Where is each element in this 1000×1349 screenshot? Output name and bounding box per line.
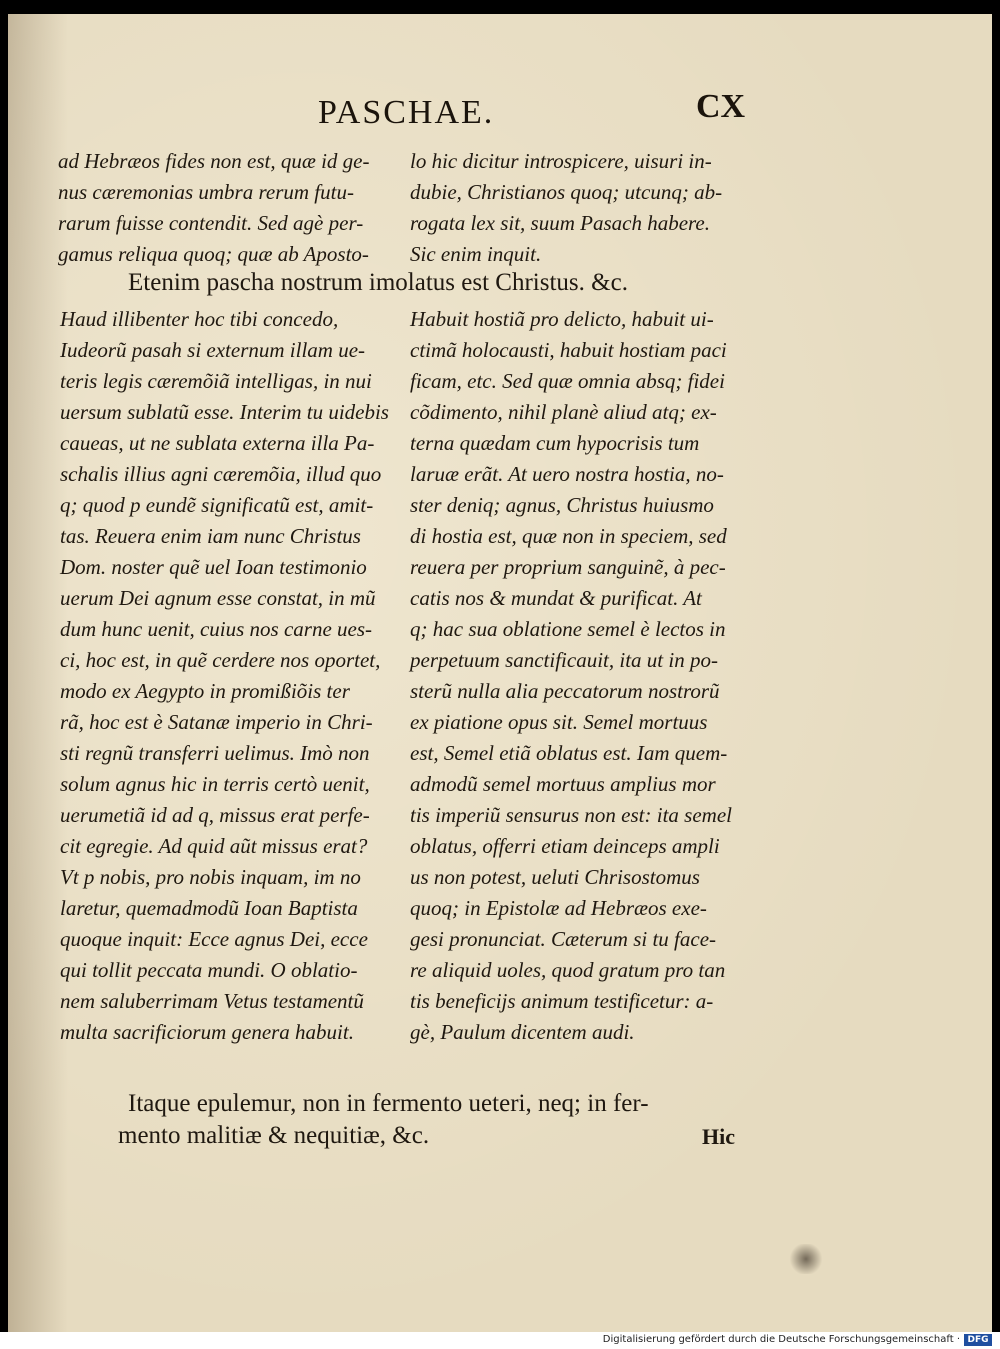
text-line: nem saluberrimam Vetus testamentũ (60, 989, 364, 1013)
dfg-logo-icon: DFG (964, 1334, 992, 1346)
text-line: terna quædam cum hypocrisis tum (410, 431, 700, 455)
right-column-main (410, 304, 770, 1048)
left-column-top (58, 146, 408, 270)
scripture-verse-2: Itaque epulemur, non in fermento ueteri, neq; in fer- (128, 1090, 649, 1117)
text-line: us non potest, ueluti Chrisostomus (410, 865, 700, 889)
text-line: ctimã holocausti, habuit hostiam paci (410, 338, 727, 362)
text-line: sterũ nulla alia peccatorum nostrorũ (410, 679, 720, 703)
text-line: ad Hebræos fides non est, quæ id ge- (58, 149, 370, 173)
text-line: Dom. noster quẽ uel Ioan testimonio (60, 555, 367, 579)
text-line: Haud illibenter hoc tibi concedo, (60, 307, 339, 331)
text-line: teris legis cæremõiã intelligas, in nui (60, 369, 372, 393)
footer-credit: Digitalisierung gefördert durch die Deutsche Forschungsgemeinschaft · (602, 1334, 960, 1345)
ink-smudge (788, 1244, 824, 1274)
text-line: uerum Dei agnum esse constat, in mũ (60, 586, 376, 610)
text-line: caueas, ut ne sublata externa illa Pa- (60, 431, 375, 455)
text-line: quoque inquit: Ecce agnus Dei, ecce (60, 927, 368, 951)
text-line: Sic enim inquit. (410, 242, 542, 266)
scripture-verse-1: Etenim pascha nostrum imolatus est Christus. &c. (128, 269, 628, 296)
text-line: q; hac sua oblatione semel è lectos in (410, 617, 726, 641)
text-line: rã, hoc est è Satanæ imperio in Chri- (60, 710, 373, 734)
text-line: reuera per proprium sanguinẽ, à pec- (410, 555, 726, 579)
folio-number: CX (696, 88, 746, 125)
text-line: schalis illius agni cæremõia, illud quo (60, 462, 382, 486)
text-line: admodũ semel mortuus amplius mor (410, 772, 716, 796)
text-line: est, Semel etiã oblatus est. Iam quem- (410, 741, 728, 765)
text-line: ex piatione opus sit. Semel mortuus (410, 710, 708, 734)
left-column-main (60, 304, 410, 1048)
text-line: tis beneficijs animum testificetur: a- (410, 989, 714, 1013)
text-line: nus cæremonias umbra rerum futu- (58, 180, 354, 204)
running-title: PASCHAE. (318, 94, 495, 131)
text-line: gesi pronunciat. Cæterum si tu face- (410, 927, 717, 951)
text-line: tis imperiũ sensurus non est: ita semel (410, 803, 732, 827)
text-line: rarum fuisse contendit. Sed agè per- (58, 211, 364, 235)
text-line: catis nos & mundat & purificat. At (410, 586, 702, 610)
text-line: lo hic dicitur introspicere, uisuri in- (410, 149, 712, 173)
scripture-verse-3: mento malitiæ & nequitiæ, &c. (118, 1122, 430, 1149)
text-line: Habuit hostiã pro delicto, habuit ui- (410, 307, 714, 331)
text-line: tas. Reuera enim iam nunc Christus (60, 524, 361, 548)
text-line: Iudeorũ pasah si externum illam ue- (60, 338, 366, 362)
text-line: dubie, Christianos quoq; utcunq; ab- (410, 180, 723, 204)
text-line: laretur, quemadmodũ Ioan Baptista (60, 896, 358, 920)
text-line: cit egregie. Ad quid aũt missus erat? (60, 834, 368, 858)
text-line: modo ex Aegypto in promißiõis ter (60, 679, 350, 703)
page-header (8, 88, 992, 134)
text-line: ster deniq; agnus, Christus huiusmo (410, 493, 714, 517)
catchword: Hic (702, 1124, 735, 1149)
text-line: rogata lex sit, suum Pasach habere. (410, 211, 710, 235)
text-line: quoq; in Epistolæ ad Hebræos exe- (410, 896, 707, 920)
book-page (8, 14, 992, 1332)
right-column-top (410, 146, 770, 270)
text-line: sti regnũ transferri uelimus. Imò non (60, 741, 370, 765)
digitization-footer (0, 1332, 1000, 1349)
text-line: ficam, etc. Sed quæ omnia absq; fidei (410, 369, 725, 393)
text-line: uerumetiã id ad q, missus erat perfe- (60, 803, 370, 827)
text-line: solum agnus hic in terris certò uenit, (60, 772, 370, 796)
text-line: gamus reliqua quoq; quæ ab Aposto- (58, 242, 369, 266)
text-line: oblatus, offerri etiam deinceps ampli (410, 834, 720, 858)
text-line: perpetuum sanctificauit, ita ut in po- (410, 648, 718, 672)
text-line: qui tollit peccata mundi. O oblatio- (60, 958, 358, 982)
text-line: multa sacrificiorum genera habuit. (60, 1020, 354, 1044)
text-line: dum hunc uenit, cuius nos carne ues- (60, 617, 373, 641)
text-line: q; quod p eundẽ significatũ est, amit- (60, 493, 374, 517)
text-line: uersum sublatũ esse. Interim tu uidebis (60, 400, 389, 424)
text-line: cõdimento, nihil planè aliud atq; ex- (410, 400, 717, 424)
text-line: ci, hoc est, in quẽ cerdere nos oportet, (60, 648, 381, 672)
text-line: re aliquid uoles, quod gratum pro tan (410, 958, 726, 982)
text-line: Vt p nobis, pro nobis inquam, im no (60, 865, 361, 889)
text-line: di hostia est, quæ non in speciem, sed (410, 524, 727, 548)
text-line: laruæ erãt. At uero nostra hostia, no- (410, 462, 724, 486)
text-line: gè, Paulum dicentem audi. (410, 1020, 635, 1044)
